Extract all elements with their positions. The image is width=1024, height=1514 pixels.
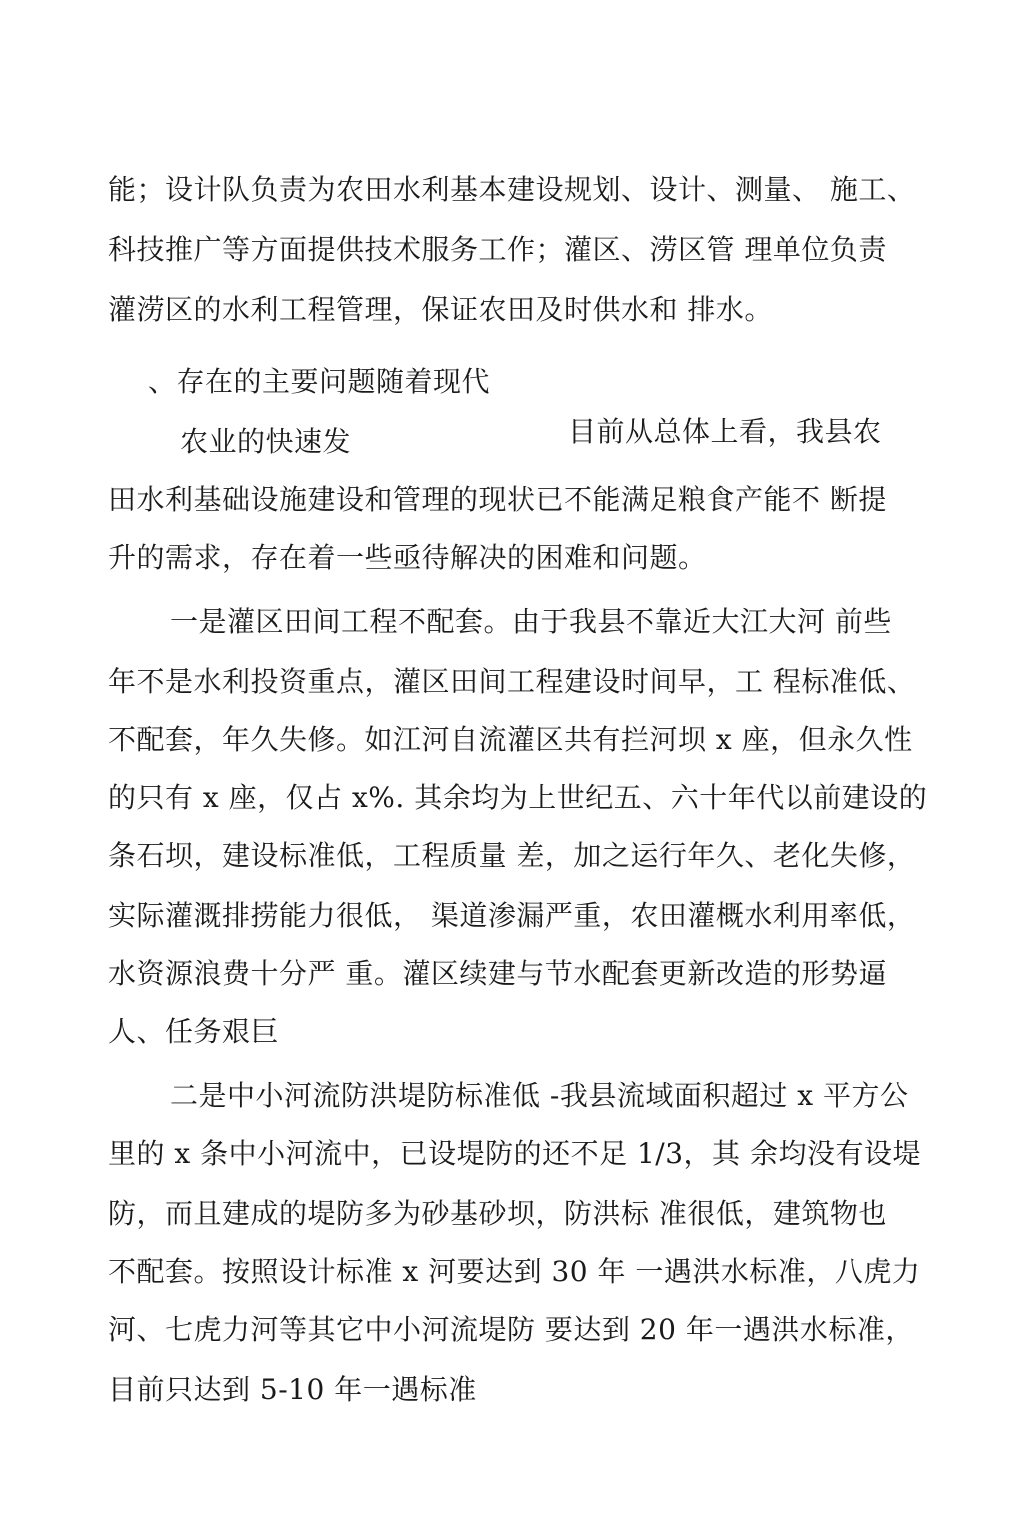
paragraph-1-line-2: 科技推广等方面提供技术服务工作；灌区、涝区管 理单位负责 [108,233,887,266]
paragraph-3-line-2: 年不是水利投资重点，灌区田间工程建设时间早，工 程标准低、 [108,665,916,698]
paragraph-4-line-3: 防，而且建成的堤防多为砂基砂坝，防洪标 准很低，建筑物也 [108,1197,887,1230]
paragraph-4-line-1: 二是中小河流防洪堤防标准低 -我县流域面积超过 x 平方公 [170,1079,909,1112]
paragraph-4-line-2: 里的 x 条中小河流中，已设堤防的还不足 1/3，其 余均没有设堤 [108,1137,921,1170]
paragraph-2-lead: 目前从总体上看，我县农 [568,415,882,448]
paragraph-1-line-1: 能；设计队负责为农田水利基本建设规划、设计、测量、 施工、 [108,173,916,206]
paragraph-3-line-4: 的只有 x 座，仅占 x%. 其余均为上世纪五、六十年代以前建设的 [108,781,928,814]
paragraph-4-line-4: 不配套。按照设计标准 x 河要达到 30 年 一遇洪水标准，八虎力 [108,1255,921,1288]
paragraph-1-line-3: 灌涝区的水利工程管理，保证农田及时供水和 排水。 [108,293,773,326]
paragraph-3-line-8: 人、任务艰巨 [108,1015,280,1048]
paragraph-2-line-2: 升的需求，存在着一些亟待解决的困难和问题。 [108,541,707,574]
paragraph-3-line-5: 条石坝，建设标准低，工程质量 差，加之运行年久、老化失修， [108,839,916,872]
paragraph-4-line-6: 目前只达到 5-10 年一遇标准 [108,1373,477,1406]
paragraph-3-line-1: 一是灌区田间工程不配套。由于我县不靠近大江大河 前些 [170,605,892,638]
section-heading-continuation: 农业的快速发 [180,425,352,458]
paragraph-3-line-7: 水资源浪费十分严 重。灌区续建与节水配套更新改造的形势逼 [108,957,887,990]
paragraph-3-line-6: 实际灌溉排捞能力很低， 渠道渗漏严重，农田灌概水利用率低， [108,899,916,932]
section-heading: 、存在的主要问题随着现代 [148,365,491,398]
paragraph-3-line-3: 不配套，年久失修。如江河自流灌区共有拦河坝 x 座，但永久性 [108,723,913,756]
paragraph-2-line-1: 田水利基础设施建设和管理的现状已不能满足粮食产能不 断提 [108,483,887,516]
paragraph-4-line-5: 河、七虎力河等其它中小河流堤防 要达到 20 年一遇洪水标准， [108,1313,914,1346]
